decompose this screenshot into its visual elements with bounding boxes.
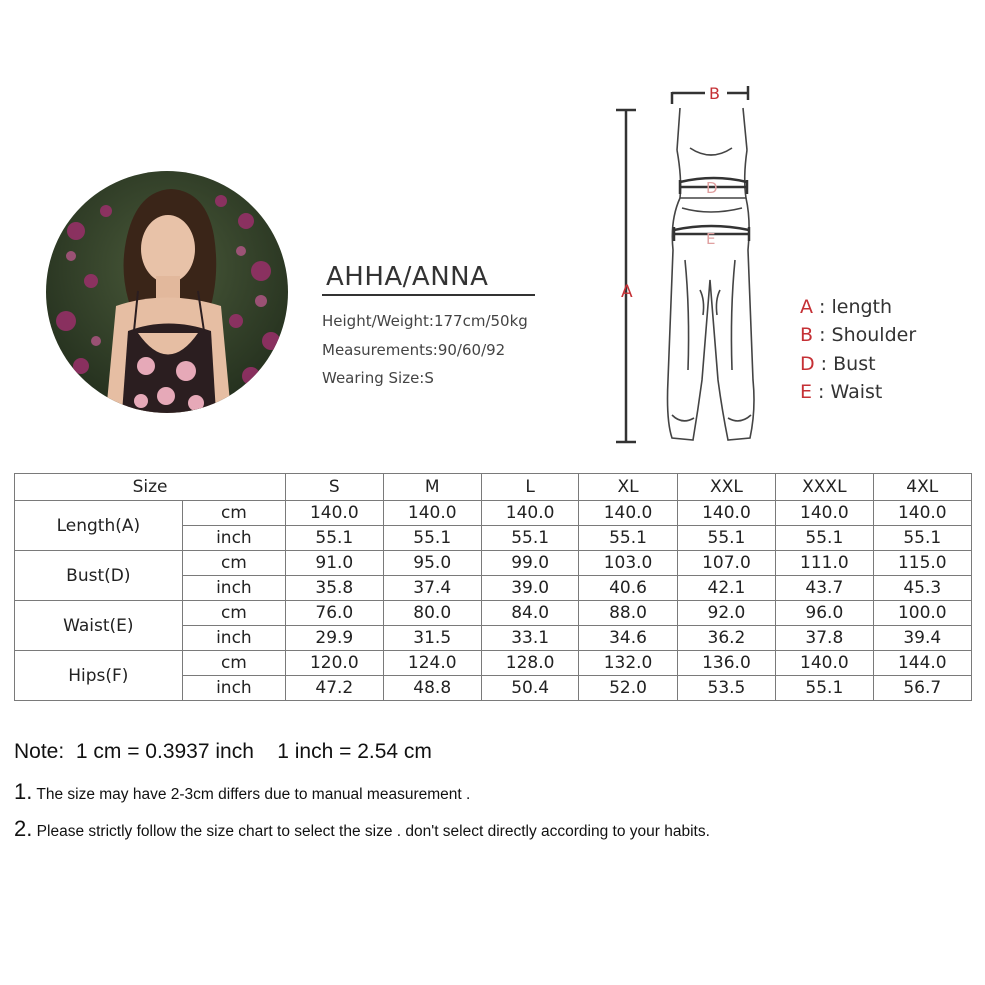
value-cell: 140.0: [776, 501, 873, 526]
value-cell: 37.4: [383, 576, 481, 601]
diagram-marker-e: E: [706, 230, 716, 248]
unit-cell: inch: [182, 526, 285, 551]
value-cell: 39.4: [873, 626, 971, 651]
value-cell: 128.0: [481, 651, 578, 676]
value-cell: 36.2: [677, 626, 775, 651]
table-row: [15, 651, 972, 676]
value-cell: 52.0: [579, 676, 677, 701]
value-cell: 96.0: [776, 601, 873, 626]
value-cell: 140.0: [873, 501, 971, 526]
value-cell: 92.0: [677, 601, 775, 626]
value-cell: 99.0: [481, 551, 578, 576]
value-cell: 140.0: [481, 501, 578, 526]
value-cell: 35.8: [286, 576, 383, 601]
value-cell: 55.1: [481, 526, 578, 551]
size-header: Size: [15, 474, 286, 501]
value-cell: 29.9: [286, 626, 383, 651]
table-row: [15, 551, 972, 576]
value-cell: 107.0: [677, 551, 775, 576]
value-cell: 100.0: [873, 601, 971, 626]
value-cell: 55.1: [776, 676, 873, 701]
value-cell: 40.6: [579, 576, 677, 601]
value-cell: 140.0: [383, 501, 481, 526]
legend-length: A : length: [800, 296, 893, 318]
value-cell: 140.0: [286, 501, 383, 526]
value-cell: 55.1: [579, 526, 677, 551]
value-cell: 55.1: [383, 526, 481, 551]
value-cell: 37.8: [776, 626, 873, 651]
diagram-marker-b: B: [709, 84, 720, 103]
legend-waist: E : Waist: [800, 381, 883, 403]
measure-name: Hips(F): [15, 651, 183, 701]
value-cell: 84.0: [481, 601, 578, 626]
size-chart-table: [14, 473, 972, 701]
value-cell: 80.0: [383, 601, 481, 626]
unit-cell: cm: [182, 651, 285, 676]
note-item-1: 1. The size may have 2-3cm differs due to manual measurement .: [14, 779, 471, 804]
measure-name: Length(A): [15, 501, 183, 551]
legend-bust: D : Bust: [800, 353, 876, 375]
value-cell: 43.7: [776, 576, 873, 601]
value-cell: 103.0: [579, 551, 677, 576]
value-cell: 144.0: [873, 651, 971, 676]
value-cell: 45.3: [873, 576, 971, 601]
value-cell: 111.0: [776, 551, 873, 576]
unit-cell: cm: [182, 501, 285, 526]
measure-name: Waist(E): [15, 601, 183, 651]
model-name: AHHA/ANNA: [326, 262, 489, 292]
model-wearing-size: Wearing Size:S: [322, 369, 434, 387]
value-cell: 31.5: [383, 626, 481, 651]
value-cell: 50.4: [481, 676, 578, 701]
value-cell: 53.5: [677, 676, 775, 701]
size-col-header: XL: [579, 474, 677, 501]
value-cell: 136.0: [677, 651, 775, 676]
model-measurements: Measurements:90/60/92: [322, 341, 506, 359]
value-cell: 76.0: [286, 601, 383, 626]
value-cell: 124.0: [383, 651, 481, 676]
size-header-row: [15, 474, 972, 501]
value-cell: 47.2: [286, 676, 383, 701]
unit-cell: inch: [182, 626, 285, 651]
size-col-header: M: [383, 474, 481, 501]
size-col-header: L: [481, 474, 578, 501]
jumpsuit-diagram: [610, 80, 780, 448]
value-cell: 140.0: [579, 501, 677, 526]
value-cell: 48.8: [383, 676, 481, 701]
legend-shoulder: B : Shoulder: [800, 324, 917, 346]
unit-cell: inch: [182, 576, 285, 601]
size-col-header: XXXL: [776, 474, 873, 501]
size-col-header: XXL: [677, 474, 775, 501]
table-row: [15, 601, 972, 626]
value-cell: 88.0: [579, 601, 677, 626]
size-col-header: S: [286, 474, 383, 501]
unit-cell: inch: [182, 676, 285, 701]
value-cell: 120.0: [286, 651, 383, 676]
value-cell: 55.1: [873, 526, 971, 551]
value-cell: 33.1: [481, 626, 578, 651]
value-cell: 55.1: [776, 526, 873, 551]
value-cell: 39.0: [481, 576, 578, 601]
value-cell: 34.6: [579, 626, 677, 651]
value-cell: 42.1: [677, 576, 775, 601]
value-cell: 140.0: [677, 501, 775, 526]
unit-cell: cm: [182, 551, 285, 576]
note-item-2: 2. Please strictly follow the size chart to select the size . don't select directly according to your habits.: [14, 816, 710, 841]
model-photo: [46, 171, 288, 413]
value-cell: 115.0: [873, 551, 971, 576]
value-cell: 95.0: [383, 551, 481, 576]
unit-cell: cm: [182, 601, 285, 626]
value-cell: 55.1: [286, 526, 383, 551]
value-cell: 56.7: [873, 676, 971, 701]
model-height-weight: Height/Weight:177cm/50kg: [322, 312, 528, 330]
value-cell: 140.0: [776, 651, 873, 676]
value-cell: 91.0: [286, 551, 383, 576]
conversion-note: Note: 1 cm = 0.3937 inch 1 inch = 2.54 cm: [14, 740, 432, 763]
value-cell: 55.1: [677, 526, 775, 551]
size-col-header: 4XL: [873, 474, 971, 501]
diagram-marker-a: A: [621, 282, 633, 302]
model-name-underline: [322, 294, 535, 296]
value-cell: 132.0: [579, 651, 677, 676]
table-row: [15, 501, 972, 526]
measure-name: Bust(D): [15, 551, 183, 601]
diagram-marker-d: D: [706, 179, 718, 197]
